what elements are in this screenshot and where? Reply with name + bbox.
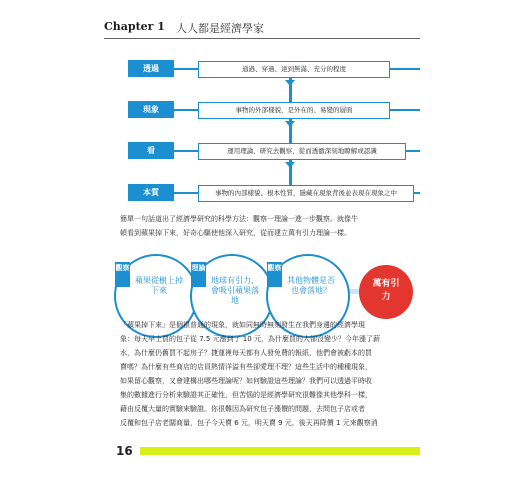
diagram-box: 事物的外部樣貌，是外在的、易變的層面 (198, 102, 390, 119)
diagram-tag: 看 (128, 142, 174, 159)
text-line: 賣嗎？為什麼有些商店的店員熱情洋溢有些卻愛理不理？這些生活中的種種現象， (120, 363, 372, 371)
flow-step-tag: 觀察 (267, 262, 282, 287)
arrow-down-icon (285, 162, 295, 168)
diagram-tag: 本質 (128, 184, 174, 201)
diagram-box: 運用理論、研究去觀察，從而透徹深刻地瞭解或認識 (198, 143, 406, 160)
flow-step-text: 地球有引力，會吸引蘋果落地 (211, 276, 259, 305)
body-paragraph (120, 318, 420, 430)
diagram-box: 事物的內部樣貌、根本性質，隱藏在現象背後並表現在現象之中 (198, 185, 414, 202)
text-line: 集的數據進行分析來驗證其正確性，但苦惱的是經濟學研究很難像其他學科一樣， (120, 391, 372, 399)
text-line: 反覆和包子店老闆商量，包子今天賣 6 元，明天賣 9 元，後天再降價 1 元來觀察消 (120, 419, 378, 427)
header-rule (104, 38, 420, 39)
footer-bar (140, 447, 420, 455)
diagram-box: 通過、穿過、達到無滿、充分的程度 (198, 61, 390, 78)
diagram-spine (289, 70, 292, 188)
flow-step-text: 其他物體是否也會落地？ (287, 276, 335, 295)
flow-step-tag: 觀察 (115, 262, 130, 287)
text-line: 簡單一句話道出了經濟學研究的科學方法：觀察一理論一進一步觀察。就像牛 (120, 215, 358, 223)
intro-paragraph (120, 212, 420, 240)
chapter-title: 人人都是經濟學家 (176, 22, 264, 35)
text-line: 「蘋果掉下來」是個很普通的現象，就如同無時無刻發生在我們身邊的經濟學現 (120, 321, 365, 329)
flow-result-text: 萬有引力 (372, 279, 400, 302)
flow-step-text: 蘋果從樹上掉下來 (135, 276, 183, 295)
text-line: 藉由反覆大量的實驗來驗證。你很難因為研究包子漲價的問題，去問包子店或者 (120, 405, 365, 413)
text-line: 如果留心觀察，又會建構出哪些理論呢？如何驗證這些理論？我們可以透過平時收 (120, 377, 372, 385)
text-line: 水，為什麼仍舊買不起房子？捷運裡每天都有人發免費的報紙，他們會被虧本的買 (120, 349, 372, 357)
arrow-down-icon (285, 121, 295, 127)
chapter-label: Chapter 1 (104, 20, 165, 33)
arrow-down-icon (285, 80, 295, 86)
text-line: 頓看到蘋果掉下來，好奇心驅使他深入研究，從而建立萬有引力理論一樣。 (120, 229, 351, 237)
page-header (104, 20, 420, 40)
page-number: 16 (116, 444, 133, 458)
diagram-tag: 現象 (128, 101, 174, 118)
diagram-tag: 透過 (128, 60, 174, 77)
text-line: 象：每天早上買的包子從 7.5 元漲到了 10 元，為什麼買的人卻沒變少？今年漲了薪 (120, 335, 380, 343)
flow-result (359, 265, 413, 319)
flow-step-tag: 理論 (191, 262, 206, 287)
